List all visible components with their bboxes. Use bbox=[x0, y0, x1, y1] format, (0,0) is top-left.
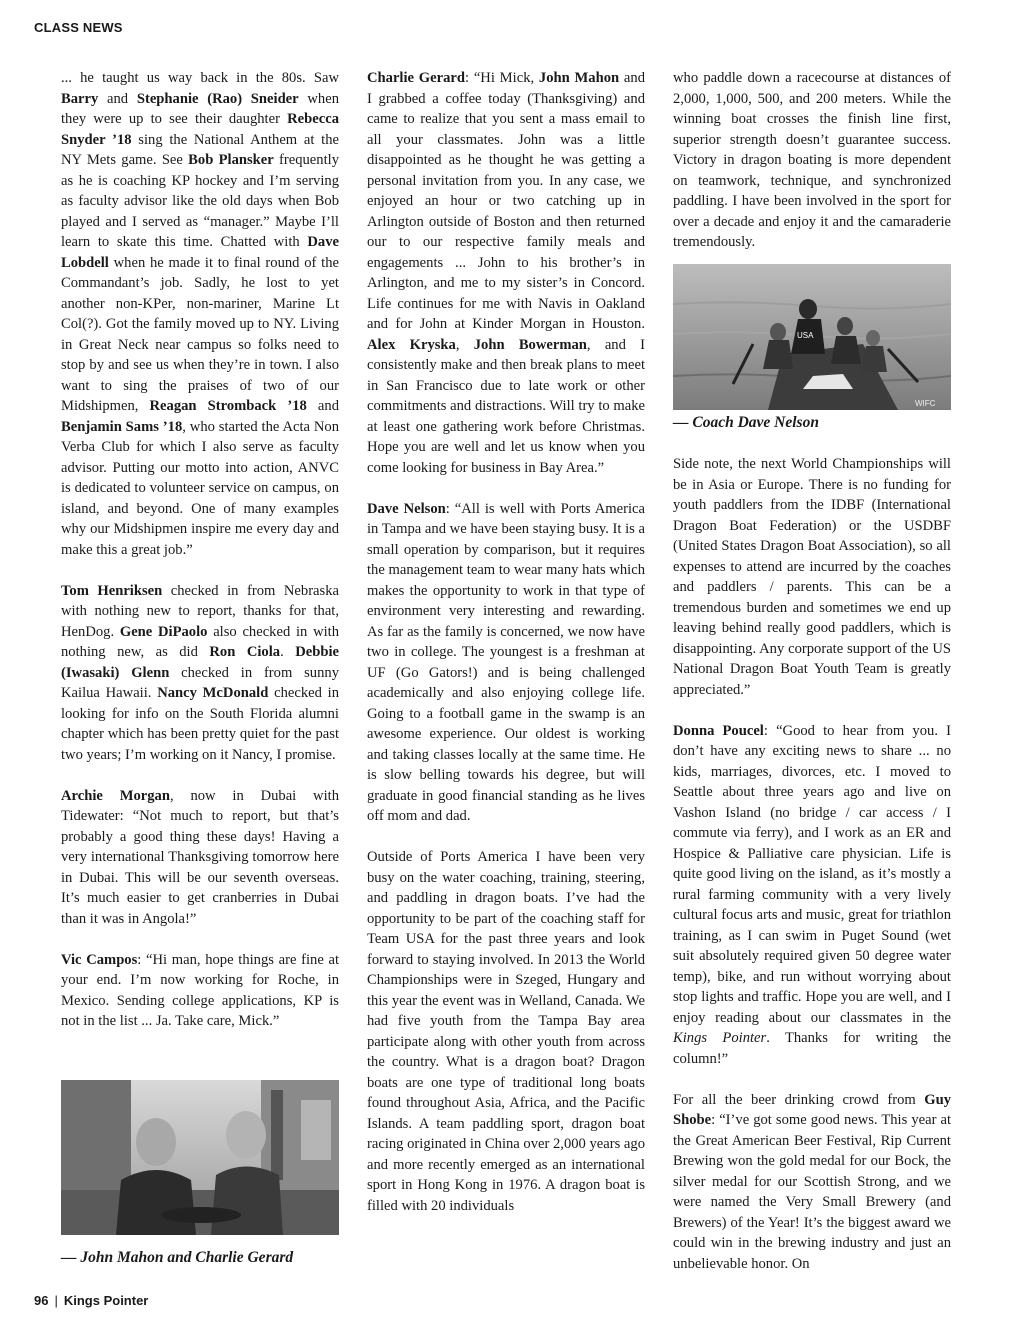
article-paragraph bbox=[367, 68, 645, 478]
text-run: and bbox=[306, 398, 339, 414]
article-paragraph bbox=[673, 721, 951, 1070]
text-run: checked in from sunny Kailua Hawaii. bbox=[61, 664, 339, 701]
text-run: and bbox=[98, 90, 137, 107]
person-name: Dave Lobdell bbox=[61, 234, 339, 271]
page-footer bbox=[34, 1293, 148, 1308]
article-paragraph bbox=[367, 499, 645, 827]
person-name: Reagan Stromback ’18 bbox=[149, 398, 307, 414]
text-run: : “Hi man, hope things are fine at your end. I’m now working for Roche, in Mexico. Sending college applications, KP is not in the list ... Ja. Take care, Mick.” bbox=[61, 951, 339, 1029]
person-name: Dave Nelson bbox=[367, 500, 446, 517]
publication-title: Kings Pointer bbox=[673, 1030, 767, 1046]
person-name: Gene DiPaolo bbox=[119, 623, 208, 640]
text-run: , and I consistently make and then break plans to meet in San Francisco due to late work or other commitments and distractions. Will try to make at least one gathering work before Christmas. Hope you are well and let us know when you come looking for business in Bay Area.” bbox=[367, 336, 645, 476]
person-name: Charlie Gerard bbox=[367, 70, 465, 86]
photo-dragon-boat bbox=[673, 264, 951, 410]
photo-watermark: WIFC bbox=[915, 399, 936, 408]
photo-john-mahon-charlie-gerard bbox=[61, 1080, 339, 1235]
text-run: and I grabbed a coffee today (Thanksgiving) and came to realize that you sent a mass email to all your classmates. John was a little disappointed as he thought he was getting a personal invitation from you. In any case, we enjoyed an hour or two catching up in Arlington outside of Boston and then returned our to our respective family meals and engagements ... John to his brother’s in Arlington, and me to my sister’s in Concord. Life continues for me with Navis in Oakland and for John at Kinder Morgan in Houston. bbox=[367, 70, 645, 332]
text-run: also checked in with nothing new, as did bbox=[61, 623, 340, 660]
person-name: Bob Plansker bbox=[188, 152, 274, 168]
photo-caption: — Coach Dave Nelson bbox=[673, 414, 819, 431]
text-run: who paddle down a racecourse at distances of 2,000, 1,000, 500, and 200 meters. While the winning boat crosses the finish line first, superior strength doesn’t guarantee success. Victory in dragon boating is more dependent on teamwork, technique, and synchronized paddling. I have been involved in the sport for over a decade and enjoy it and the camaraderie tremendously. bbox=[673, 70, 951, 250]
person-name: Benjamin Sams ’18 bbox=[61, 418, 183, 435]
text-run: : “I’ve got some good news. This year at the Great American Beer Festival, Rip Current Brewing won the gold medal for our Bock, the silver medal for our Scottish Strong, and we were named the Very Small Brewery (and Brewers) of the Year! It’s the biggest award we could win in the brewing industry and just an unbelievable honor. On bbox=[673, 1112, 951, 1272]
person-name: Archie Morgan bbox=[61, 787, 170, 804]
text-run: when they were up to see their daughter bbox=[61, 90, 339, 127]
person-name: Guy Shobe bbox=[673, 1091, 951, 1128]
text-run: , now in Dubai with Tidewater: “Not much to report, but that’s probably a good thing these days! Having a very international Thanksgiving tomorrow here in Dubai. This will be our seventh overseas. It’s much easier to get cranberries in Dubai than it was in Angola!” bbox=[61, 787, 339, 927]
person-name: Rebecca Snyder ’18 bbox=[61, 111, 339, 148]
text-run: , bbox=[455, 336, 474, 353]
text-run: ... he taught us way back in the 80s. Saw bbox=[61, 70, 339, 86]
person-name: Nancy McDonald bbox=[157, 685, 269, 701]
article-paragraph bbox=[673, 454, 951, 700]
photo-two-men-cafe-image bbox=[61, 1080, 339, 1235]
column-2 bbox=[367, 68, 645, 1237]
person-name: John Mahon bbox=[538, 70, 620, 86]
text-run: checked in from Nebraska with nothing new to report, thanks for that, HenDog. bbox=[61, 582, 339, 640]
text-run: Side note, the next World Championships will be in Asia or Europe. There is no funding for youth paddlers from the IDBF (International Dragon Boat Federation) or the USDBF (United States Dragon Boat Association), so all expenses to attend are incurred by the coaches and paddlers / parents. This can be a tremendous burden and sometimes we end up leaving behind really good paddlers, which is disappointing. Any corporate support of the US National Dragon Boat Youth Team is greatly appreciated.” bbox=[673, 456, 951, 698]
photo-caption: — John Mahon and Charlie Gerard bbox=[61, 1249, 294, 1266]
boat-usa-text: USA bbox=[797, 331, 814, 340]
text-run: , who started the Acta Non Verba Club for which I also serve as faculty advisor. Putting our motto into action, ANVC is dedicated to volunteer service on campus, on island, and beyond. One of many examples why our Midshipmen inspire me every day and make this a great job.” bbox=[61, 418, 339, 558]
person-name: Stephanie (Rao) Sneider bbox=[136, 90, 299, 107]
column-3 bbox=[673, 68, 951, 273]
column-3-continued bbox=[673, 454, 951, 1295]
article-paragraph bbox=[61, 68, 339, 560]
article-paragraph bbox=[61, 950, 339, 1032]
person-name: Tom Henriksen bbox=[61, 582, 163, 599]
text-run: For all the beer drinking crowd from bbox=[673, 1091, 925, 1108]
article-paragraph bbox=[61, 786, 339, 930]
text-run: when he made it to final round of the Commandant’s job. Sadly, he lost to yet another non-KPer, non-mariner, Marine Lt Col(?). Got the family moved up to NY. Living in Great Neck near campus so folks need to stop by and see us when they’re in town. I also want to sing the praises of two of our Midshipmen, bbox=[61, 254, 339, 414]
article-paragraph bbox=[367, 847, 645, 1216]
page-number: 96 bbox=[34, 1293, 49, 1308]
person-name: Barry bbox=[61, 90, 99, 107]
person-name: Donna Poucel bbox=[673, 722, 764, 739]
text-run: : “Hi Mick, bbox=[465, 70, 539, 86]
footer-separator: | bbox=[54, 1293, 58, 1308]
text-run: : “Good to hear from you. I don’t have any exciting news to share ... no kids, marriages, divorces, etc. I moved to Seattle about three years ago and live on Vashon Island (no bridge / car access / I commute via ferry), and I work as an ER and Hospice & Palliative care physician. Life is quite good living on the island, as it’s mostly a rural farming community with a very lively cultural focus arts and music, great for triathlon training, as I can swim in Puget Sound (wet suit absolutely required given 50 degree water temp), bike, and run without worrying about stop lights and traffic. Hope you are well, and I enjoy reading about our classmates in the bbox=[673, 722, 952, 1026]
person-name: Vic Campos bbox=[61, 951, 138, 968]
article-paragraph bbox=[673, 68, 951, 253]
section-label: CLASS NEWS bbox=[34, 20, 123, 35]
column-1 bbox=[61, 68, 339, 1052]
text-run: Outside of Ports America I have been very busy on the water coaching, training, steering, and paddling in dragon boats. I’ve had the opportunity to be part of the coaching staff for Team USA for the past three years and look forward to staying involved. In 2013 the World Championships were in Szeged, Hungary and this year the event was in Welland, Canada. We had five youth from the Tampa Bay area participate along with other youth from across the country. What is a dragon boat? Dragon boats are one type of traditional long boats found throughout Asia, Africa, and the Pacific Islands. A team paddling sport, dragon boat racing originated in China over 2,000 years ago and more recently emerged as an international sport in Hong Kong in 1976. A dragon boat is filled with 20 individuals bbox=[367, 849, 646, 1214]
person-name: Alex Kryska bbox=[367, 336, 456, 353]
text-run: . Thanks for writing the column!” bbox=[673, 1030, 951, 1067]
text-run: sing the National Anthem at the NY Mets game. See bbox=[61, 131, 339, 168]
article-paragraph bbox=[673, 1090, 951, 1275]
article-paragraph bbox=[61, 581, 339, 766]
text-run: : “All is well with Ports America in Tampa and we have been staying busy. It is a small operation by comparison, but it requires the management team to wear many hats which makes the opportunity to work in that type of environment very interesting and rewarding. As far as the family is concerned, we now have two in college. The youngest is a freshman at UF (Go Gators!) and is being challenged academically and also enjoying college life. Going to a football game in the swamp is an awesome experience. Our oldest is working and taking classes locally at the same time. He is slow belling towards his degree, but will graduate in good financial standing as he lives off mom and dad. bbox=[367, 500, 645, 824]
person-name: Debbie (Iwasaki) Glenn bbox=[61, 644, 339, 681]
text-run: . bbox=[280, 644, 296, 660]
person-name: John Bowerman bbox=[473, 336, 587, 353]
publication-name: Kings Pointer bbox=[63, 1293, 149, 1308]
photo-dragon-boat-image bbox=[673, 264, 951, 410]
text-run: frequently as he is coaching KP hockey and I’m serving as faculty advisor like the old days when Bob played and I served as “manager.” Maybe I’ll learn to skate this time. Chatted with bbox=[61, 152, 339, 250]
person-name: Ron Ciola bbox=[209, 644, 281, 660]
text-run: checked in looking for info on the South Florida alumni chapter which has been pretty quiet for the past two years; I’m working on it Nancy, I promise. bbox=[61, 685, 339, 763]
